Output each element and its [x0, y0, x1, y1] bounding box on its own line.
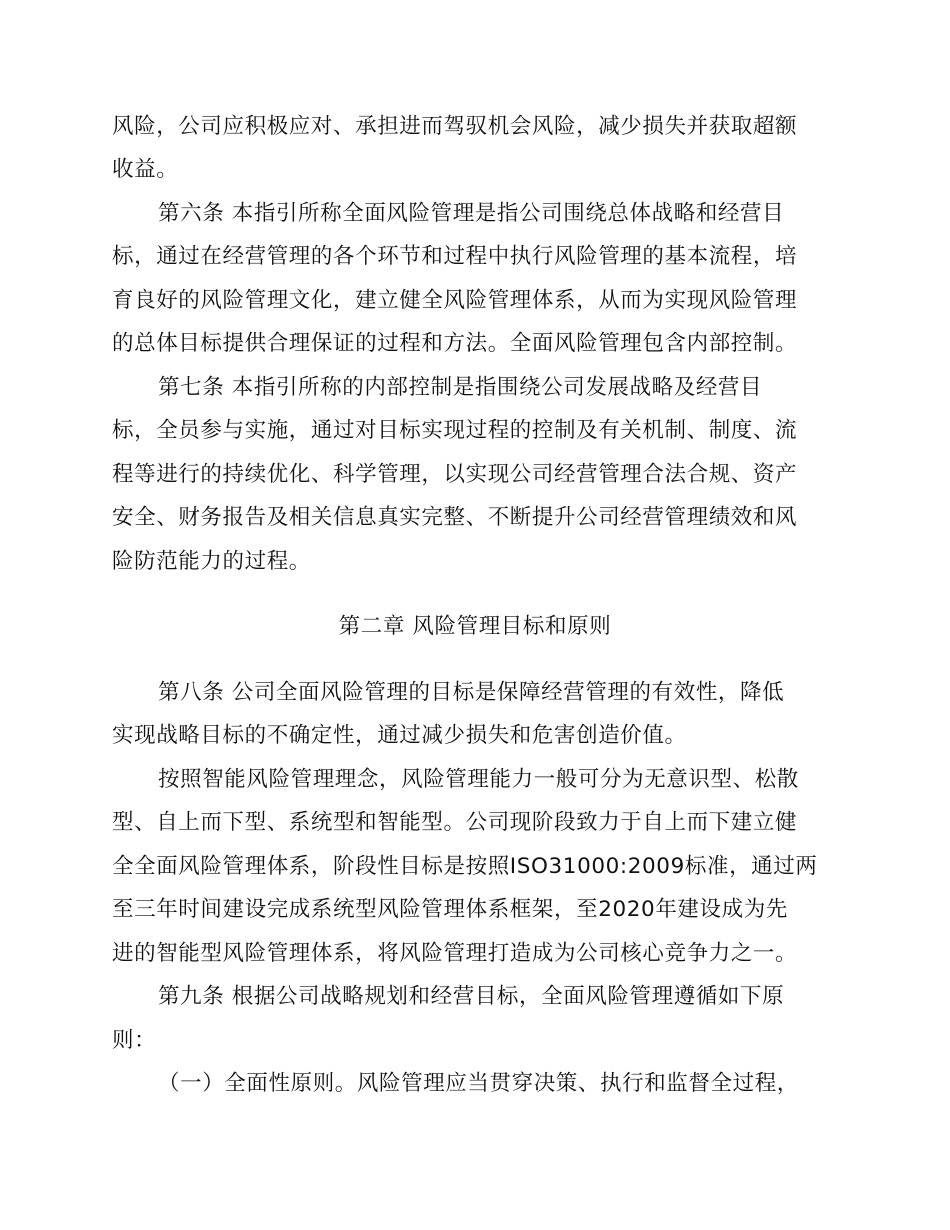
- body-text-line: 的总体目标提供合理保证的过程和方法。全面风险管理包含内部控制。: [112, 331, 798, 356]
- article-9-start: 第九条 根据公司战略规划和经营目标，全面风险管理遵循如下原: [158, 984, 785, 1009]
- body-text-line: 则：: [112, 1028, 157, 1053]
- body-text-line: 至三年时间建设完成系统型风险管理体系框架，至2020年建设成为先: [112, 897, 788, 922]
- chapter-heading: 第二章 风险管理目标和原则: [338, 614, 612, 639]
- body-text-line: 标，通过在经营管理的各个环节和过程中执行风险管理的基本流程，培: [112, 244, 798, 269]
- body-text-line: 育良好的风险管理文化，建立健全风险管理体系，从而为实现风险管理: [112, 288, 798, 313]
- article-8-start: 第八条 公司全面风险管理的目标是保障经营管理的有效性，降低: [158, 680, 785, 705]
- body-text-line: 风险，公司应积极应对、承担进而驾驭机会风险，减少损失并获取超额: [112, 114, 798, 139]
- list-item-1: （一）全面性原则。风险管理应当贯穿决策、执行和监督全过程，: [158, 1071, 799, 1096]
- body-text-line: 进的智能型风险管理体系，将风险管理打造成为公司核心竞争力之一。: [112, 941, 798, 966]
- body-text-line: 收益。: [112, 157, 179, 182]
- body-text-line: 程等进行的持续优化、科学管理，以实现公司经营管理合法合规、资产: [112, 462, 798, 487]
- body-text-line: 全全面风险管理体系，阶段性目标是按照ISO31000:2009标准，通过两: [112, 854, 818, 879]
- body-text-line: 安全、财务报告及相关信息真实完整、不断提升公司经营管理绩效和风: [112, 505, 798, 530]
- body-text-line: 实现战略目标的不确定性，通过减少损失和危害创造价值。: [112, 723, 687, 748]
- body-text-line: 险防范能力的过程。: [112, 549, 311, 574]
- article-6-start: 第六条 本指引所称全面风险管理是指公司围绕总体战略和经营目: [158, 201, 785, 226]
- article-7-start: 第七条 本指引所称的内部控制是指围绕公司发展战略及经营目: [158, 375, 763, 400]
- body-text-line: 标，全员参与实施，通过对目标实现过程的控制及有关机制、制度、流: [112, 418, 798, 443]
- paragraph-start: 按照智能风险管理理念，风险管理能力一般可分为无意识型、松散: [158, 767, 799, 792]
- body-text-line: 型、自上而下型、系统型和智能型。公司现阶段致力于自上而下建立健: [112, 810, 798, 835]
